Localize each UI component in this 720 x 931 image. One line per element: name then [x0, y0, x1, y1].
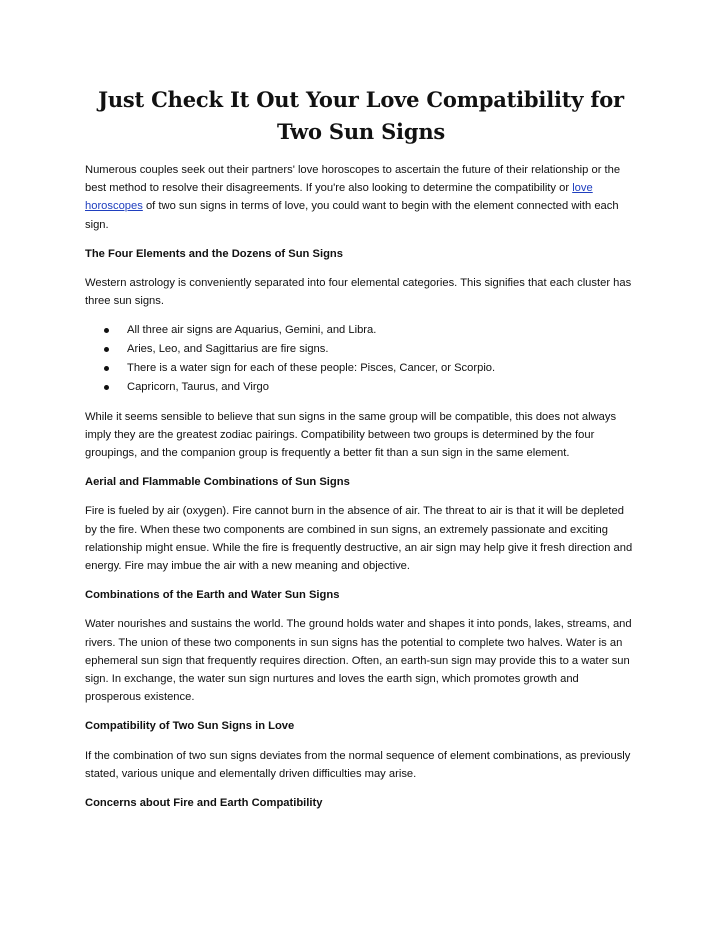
bullet-icon: [104, 347, 109, 352]
aerial-paragraph: Fire is fueled by air (oxygen). Fire cannot burn in the absence of air. The threat to air is that it will be depleted by the fire. When these two components are combined in sun signs, an extremely passionate and exciting relationship might ensue. While the fire is frequently destructive, an air sign may help give it fresh direction and energy. Fire may imbue the air with a new meaning and objective.: [85, 505, 633, 573]
section-heading-four-elements: The Four Elements and the Dozens of Sun Signs: [85, 247, 343, 260]
love-paragraph: If the combination of two sun signs deviates from the normal sequence of element combinations, as previously stated, various unique and elementally driven difficulties may arise.: [85, 749, 631, 780]
document-page: [85, 84, 637, 823]
list-item-text: There is a water sign for each of these people: Pisces, Cancer, or Scorpio.: [127, 362, 496, 375]
bullet-icon: [104, 366, 109, 371]
intro-paragraph: [85, 161, 637, 234]
list-item-text: Capricorn, Taurus, and Virgo: [127, 380, 269, 393]
section-heading-earth-water: Combinations of the Earth and Water Sun Signs: [85, 589, 340, 602]
section-heading-love: Compatibility of Two Sun Signs in Love: [85, 720, 295, 733]
list-item: [85, 359, 637, 378]
list-item: [85, 378, 637, 397]
same-group-paragraph: While it seems sensible to believe that sun signs in the same group will be compatible, this does not always imply they are the greatest zodiac pairings. Compatibility between two groups is determined by the four groupings, and the companion group is frequently a better fit than a sun sign in the same element.: [85, 410, 617, 460]
earth-water-paragraph: Water nourishes and sustains the world. The ground holds water and shapes it into ponds, lakes, streams, and rivers. The union of these two components in sun signs has the potential to complete two halves. Water is an ephemeral sun sign that frequently requires direction. Often, an earth-sun sign may provide this to a water sun sign. In exchange, the water sun sign nurtures and loves the earth sign, which promotes growth and prosperous existence.: [85, 618, 632, 704]
intro-text-after-link: of two sun signs in terms of love, you could want to begin with the element connected with each sign.: [85, 200, 619, 231]
list-item-text: Aries, Leo, and Sagittarius are fire signs.: [127, 343, 329, 356]
list-item: [85, 340, 637, 359]
section-heading-aerial: Aerial and Flammable Combinations of Sun Signs: [85, 476, 350, 489]
bullet-icon: [104, 385, 109, 390]
love-horoscopes-link[interactable]: love horoscopes: [85, 182, 593, 213]
intro-text-before-link: Numerous couples seek out their partners' love horoscopes to ascertain the future of their relationship or the best method to resolve their disagreements. If you're also looking to determine the compatibility or: [85, 164, 621, 195]
list-item-text: All three air signs are Aquarius, Gemini, and Libra.: [127, 324, 377, 337]
four-elements-paragraph: Western astrology is conveniently separated into four elemental categories. This signifies that each cluster has three sun signs.: [85, 277, 632, 308]
page-title: Just Check It Out Your Love Compatibility for Two Sun Signs: [98, 87, 624, 144]
section-heading-fire-earth: Concerns about Fire and Earth Compatibility: [85, 797, 323, 810]
list-item: [85, 321, 637, 340]
sun-signs-bullet-list: [85, 321, 637, 396]
bullet-icon: [104, 328, 109, 333]
